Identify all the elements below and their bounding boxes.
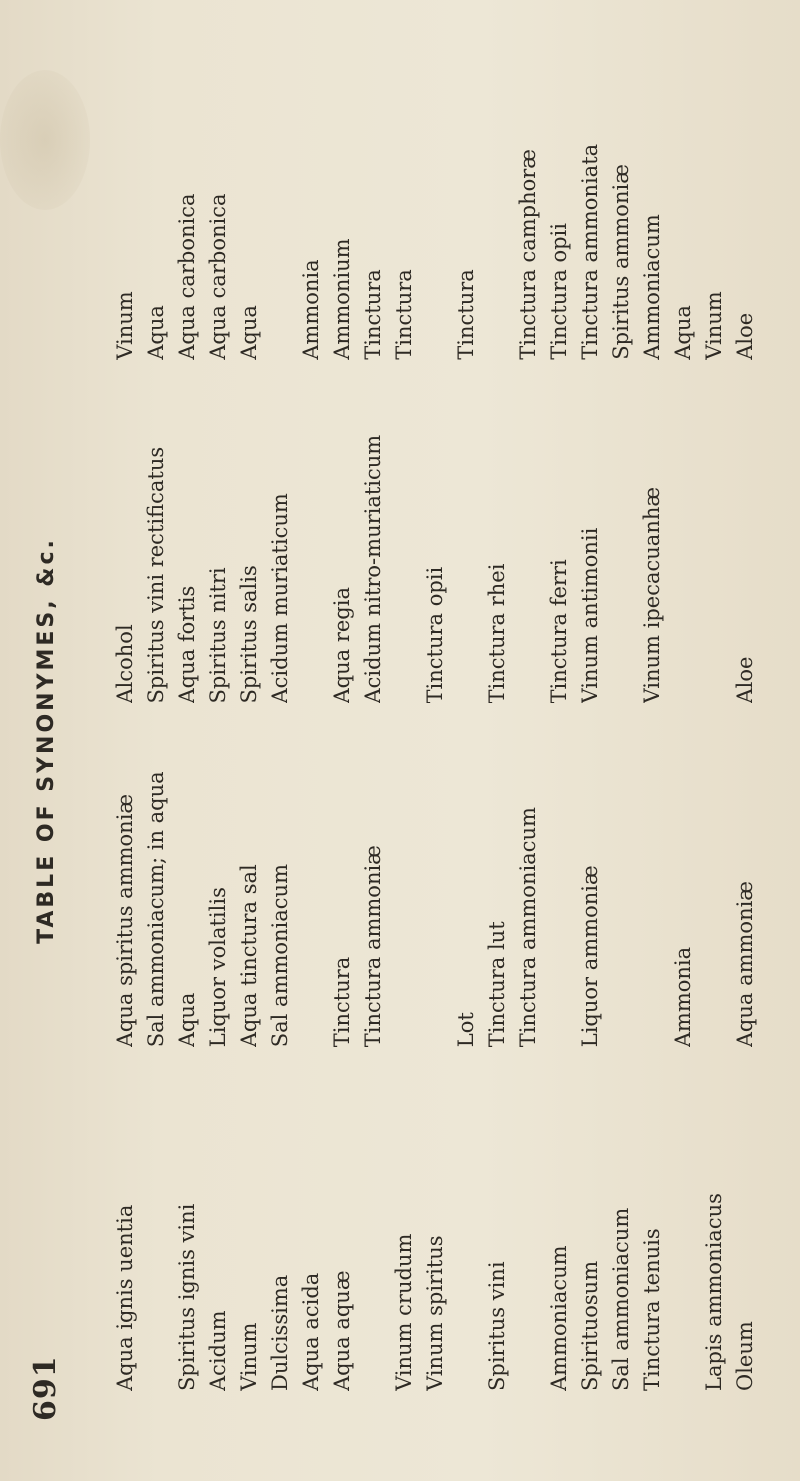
column-2	[110, 728, 770, 1048]
page-number: 691	[28, 1355, 63, 1421]
table-entry: Sal ammoniacum	[609, 1207, 633, 1391]
table-entry	[296, 728, 327, 1048]
table-entry: Aqua ammoniæ	[733, 880, 757, 1048]
table-entry	[482, 40, 513, 360]
table-entry: Vinum	[237, 1322, 261, 1391]
table-entry: Vinum antimonii	[578, 527, 602, 704]
table-entry	[699, 728, 730, 1048]
table-entry: Oleum	[733, 1321, 757, 1391]
table-entry	[606, 728, 637, 1048]
table-entry	[513, 384, 544, 704]
table-entry: Tinctura ammoniata	[578, 143, 602, 360]
table-entry: Tinctura ammoniæ	[361, 845, 385, 1048]
table-entry: Dulcissima	[268, 1274, 292, 1391]
table-entry	[637, 728, 668, 1048]
table-entry: Aqua ignis uentia	[113, 1204, 137, 1391]
table-entry: Tinctura opii	[423, 566, 447, 704]
table-entry: Tinctura tenuis	[640, 1228, 664, 1391]
table-entry: Tinctura	[392, 269, 416, 360]
table-entry: Aqua carbonica	[206, 193, 230, 360]
running-title: TABLE OF SYNONYMES, &c.	[34, 537, 59, 944]
table-entry: Tinctura camphoræ	[516, 148, 540, 360]
table-entry: Ammonia	[671, 946, 695, 1048]
table-entry: Aqua acida	[299, 1272, 323, 1391]
table-entry	[265, 40, 296, 360]
table-entry	[451, 1071, 482, 1391]
table-entry: Tinctura opii	[547, 223, 571, 360]
table-entry: Tinctura	[454, 269, 478, 360]
column-1	[110, 1071, 770, 1391]
table-entry: Vinum	[113, 291, 137, 360]
table-entry: Aqua	[144, 305, 168, 360]
table-entry: Spiritus vini	[485, 1261, 509, 1391]
table-entry: Liquor ammoniæ	[578, 865, 602, 1048]
table-entry: Spirituosum	[578, 1260, 602, 1391]
table-entry: Ammonia	[299, 259, 323, 360]
table-entry: Tinctura ammoniacum	[516, 807, 540, 1048]
table-entry	[451, 384, 482, 704]
table-entry: Aqua fortis	[175, 585, 199, 704]
table-entry	[358, 1071, 389, 1391]
table-entry: Alcohol	[113, 624, 137, 704]
table-entry	[389, 384, 420, 704]
table-entry: Lot	[454, 1012, 478, 1048]
table-entry: Sal ammoniacum	[268, 864, 292, 1048]
table-entry: Ammoniacum	[640, 214, 664, 360]
table-entry	[544, 728, 575, 1048]
table-entry: Vinum ipecacuanhæ	[640, 486, 664, 704]
table-entry: Aloe	[733, 656, 757, 704]
table-entry: Acidum	[206, 1310, 230, 1391]
table-entry	[420, 40, 451, 360]
header	[20, 60, 80, 1421]
table-entry: Tinctura lut	[485, 921, 509, 1048]
table-entry: Spiritus ignis vini	[175, 1203, 199, 1391]
table-entry: Lapis ammoniacus	[702, 1193, 726, 1391]
table-entry	[513, 1071, 544, 1391]
column-4	[110, 40, 770, 360]
table-entry: Spiritus vini rectificatus	[144, 446, 168, 704]
table-entry: Tinctura	[361, 269, 385, 360]
table-entry	[389, 728, 420, 1048]
table-entry: Spiritus ammoniæ	[609, 164, 633, 360]
table-entry	[141, 1071, 172, 1391]
table-entry: Aqua	[237, 305, 261, 360]
table-entry	[606, 384, 637, 704]
table-entry: Tinctura ferri	[547, 559, 571, 704]
table-entry: Aqua aquæ	[330, 1270, 354, 1391]
table-entry: Tinctura rhei	[485, 563, 509, 704]
table-entry: Ammoniacum	[547, 1245, 571, 1391]
table-entry: Aqua regia	[330, 587, 354, 704]
table-entry: Ammonium	[330, 238, 354, 360]
table-entry: Aqua	[175, 992, 199, 1048]
column-3	[110, 384, 770, 704]
table-entry: Acidum nitro-muriaticum	[361, 434, 385, 704]
table-entry	[420, 728, 451, 1048]
table-entry: Aqua carbonica	[175, 193, 199, 360]
table-entry	[699, 384, 730, 704]
table-entry: Spiritus nitri	[206, 567, 230, 704]
table-entry: Tinctura	[330, 956, 354, 1048]
table-entry: Aqua tinctura sal	[237, 864, 261, 1048]
table-entry: Sal ammoniacum; in aqua	[144, 771, 168, 1048]
table-entry	[668, 1071, 699, 1391]
table-entry	[296, 384, 327, 704]
table-entry: Acidum muriaticum	[268, 493, 292, 704]
table-entry: Spiritus salis	[237, 565, 261, 704]
table-entry: Aloe	[733, 312, 757, 360]
table-entry: Aqua	[671, 305, 695, 360]
table-entry	[668, 384, 699, 704]
table-entry: Vinum spiritus	[423, 1235, 447, 1391]
table-entry: Vinum crudum	[392, 1233, 416, 1391]
table-entry: Liquor volatilis	[206, 887, 230, 1048]
synonym-table	[110, 40, 770, 1391]
table-entry: Aqua spiritus ammoniæ	[113, 793, 137, 1048]
table-entry: Vinum	[702, 291, 726, 360]
